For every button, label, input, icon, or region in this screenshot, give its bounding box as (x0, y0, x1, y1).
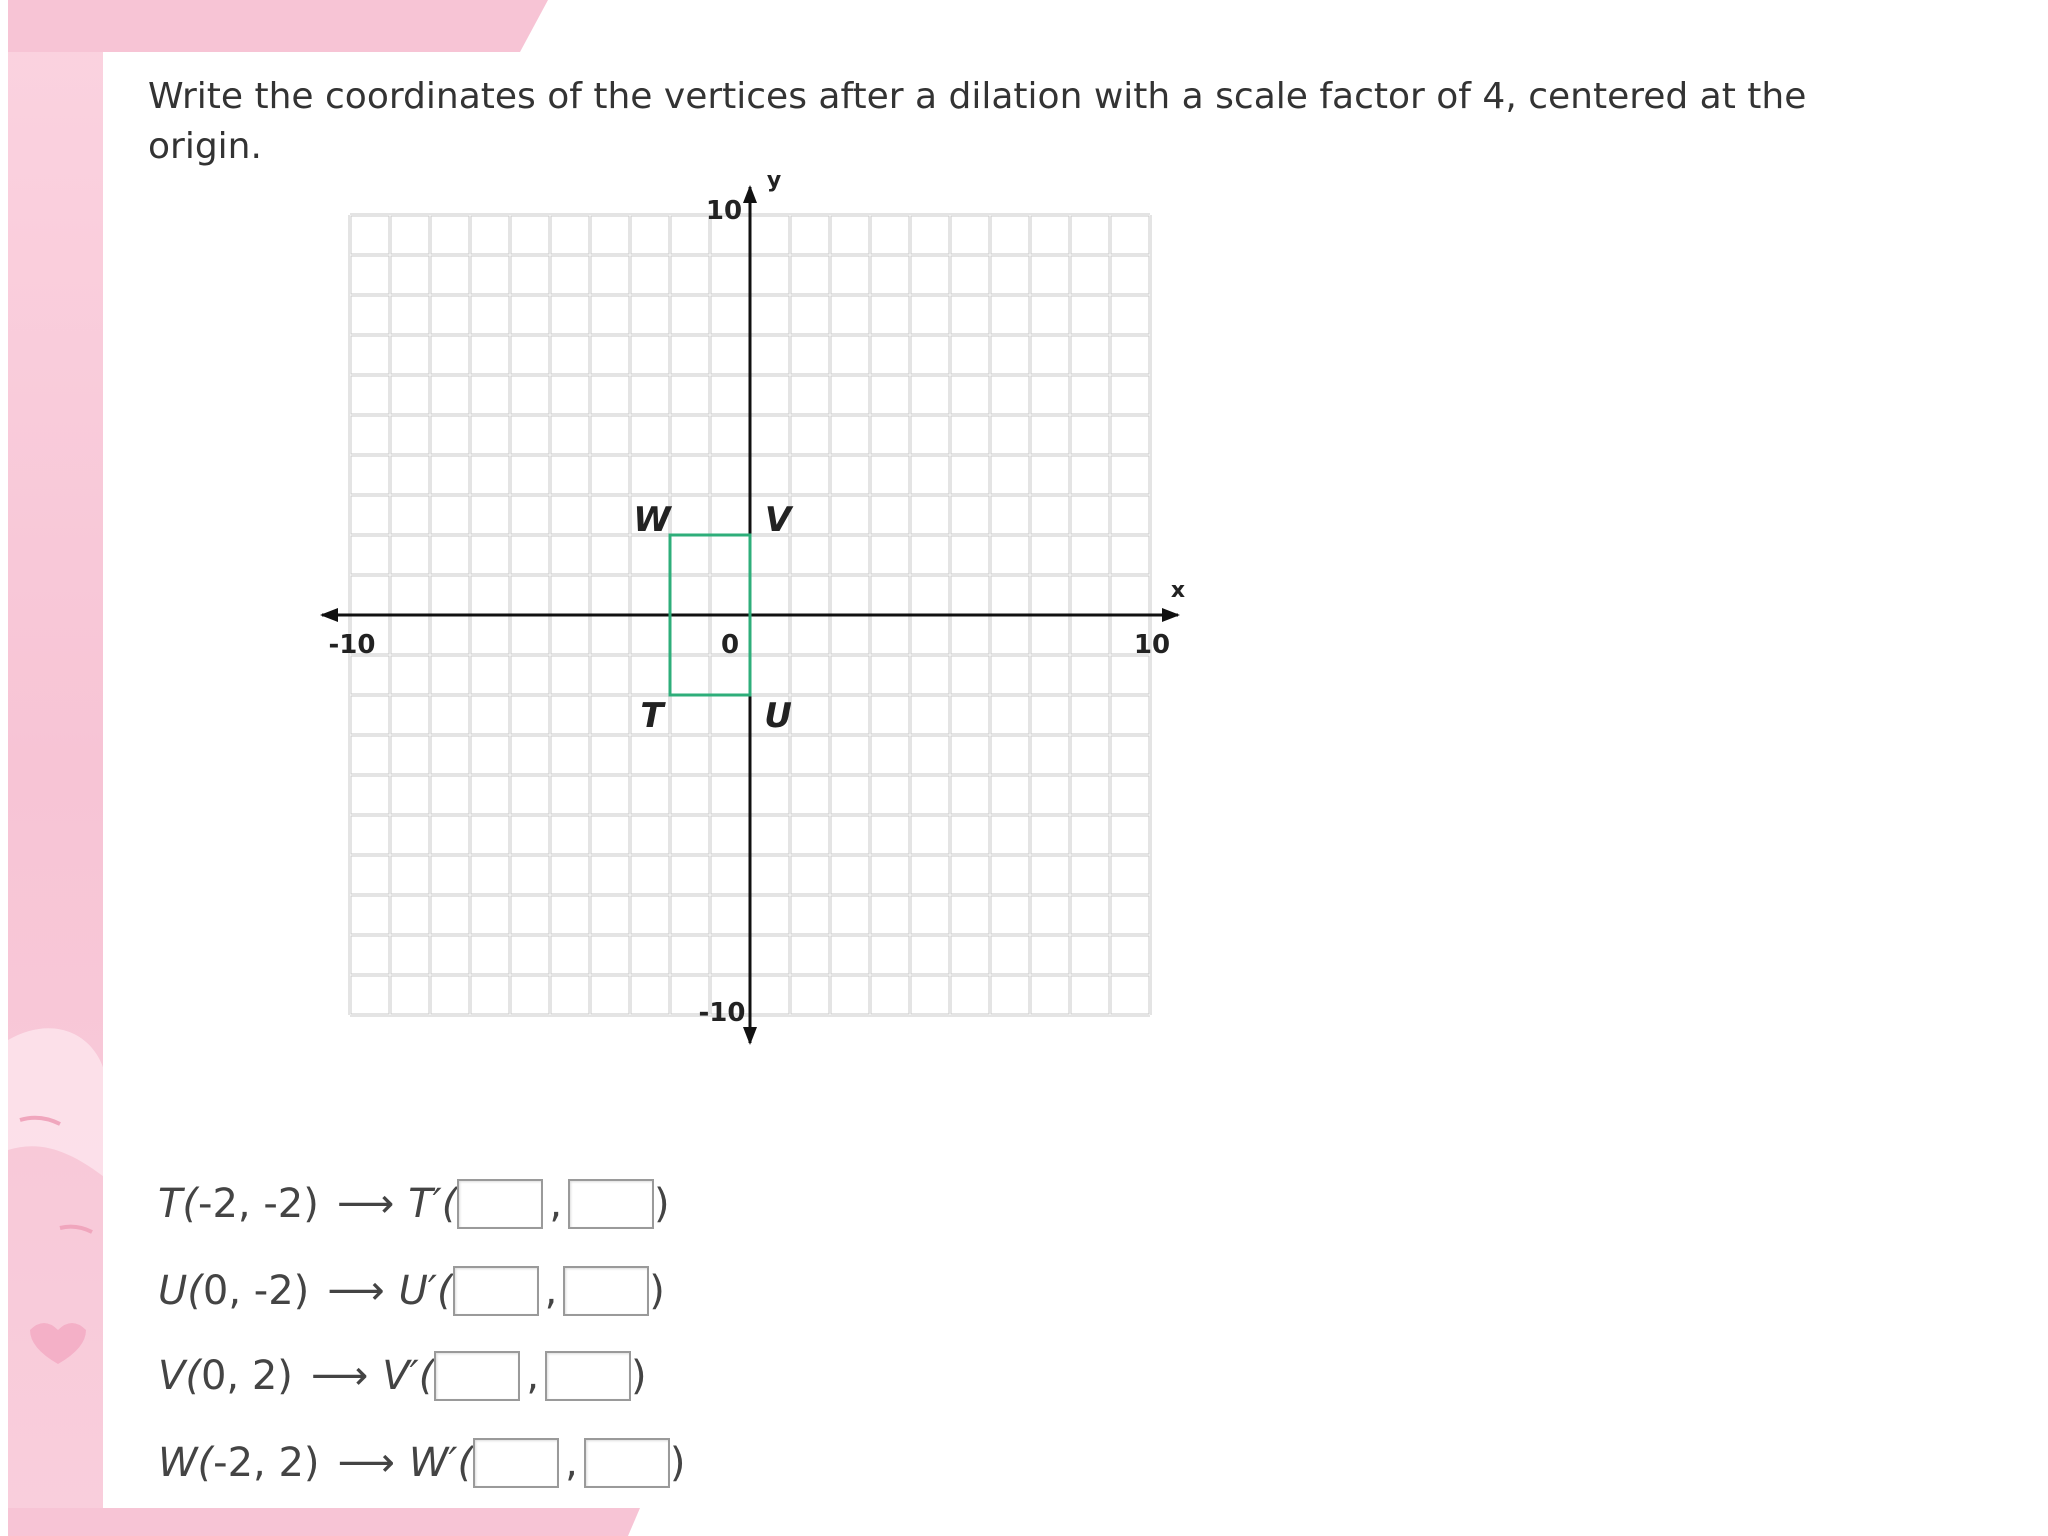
x-coordinate-input[interactable] (453, 1266, 539, 1316)
vertex-label-t: T (640, 696, 664, 736)
image-point-name: V′( (382, 1353, 435, 1399)
x-axis-left-arrow (320, 608, 338, 622)
origin-label: 0 (720, 630, 740, 660)
answer-row (158, 1344, 647, 1408)
original-point (158, 1440, 320, 1486)
original-point (158, 1181, 319, 1227)
original-point-name: T( (158, 1181, 199, 1227)
closing-parenthesis: ) (654, 1181, 670, 1227)
original-point (158, 1353, 293, 1399)
question-prompt: Write the coordinates of the vertices after a dilation with a scale factor of 4, centered at the origin. (148, 76, 1807, 167)
y-axis-up-arrow (743, 185, 757, 203)
vertex-label-w: W (633, 500, 671, 540)
x-axis-label: x (1170, 578, 1186, 603)
y-coordinate-input[interactable] (568, 1179, 654, 1229)
x-coordinate-input[interactable] (473, 1438, 559, 1488)
vertex-label-v: V (764, 500, 792, 540)
comma-separator: , (544, 1268, 558, 1314)
comma-separator: , (526, 1353, 540, 1399)
answer-row (158, 1259, 665, 1323)
image-point-name: U′( (398, 1268, 453, 1314)
image-point-name: T′( (408, 1181, 458, 1227)
x-max-tick-label: 10 (1133, 630, 1171, 660)
y-coordinate-input[interactable] (563, 1266, 649, 1316)
closing-parenthesis: ) (631, 1353, 647, 1399)
answer-row (158, 1431, 685, 1495)
x-axis-right-arrow (1162, 608, 1180, 622)
x-coordinate-input[interactable] (457, 1179, 543, 1229)
y-max-tick-label: 10 (705, 196, 743, 226)
original-point-coordinates: 0, -2) (202, 1268, 310, 1314)
original-point-name: V( (158, 1353, 201, 1399)
comma-separator: , (549, 1181, 563, 1227)
y-axis-label: y (766, 175, 782, 193)
y-axis-down-arrow (743, 1027, 757, 1045)
y-coordinate-input[interactable] (584, 1438, 670, 1488)
coordinate-grid (310, 175, 1190, 1055)
x-min-tick-label: -10 (328, 630, 376, 660)
original-point-coordinates: 0, 2) (200, 1353, 293, 1399)
closing-parenthesis: ) (649, 1268, 665, 1314)
original-point-coordinates: -2, 2) (213, 1440, 320, 1486)
vertex-label-u: U (764, 696, 792, 736)
comma-separator: , (565, 1440, 578, 1486)
maps-to-arrow: ⟶ (327, 1268, 385, 1314)
y-coordinate-input[interactable] (545, 1351, 631, 1401)
maps-to-arrow: ⟶ (336, 1181, 395, 1227)
closing-parenthesis: ) (669, 1440, 686, 1486)
maps-to-arrow: ⟶ (310, 1353, 369, 1399)
original-point-coordinates: -2, -2) (198, 1181, 319, 1227)
original-point (158, 1268, 309, 1314)
original-point-name: U( (158, 1268, 203, 1314)
maps-to-arrow: ⟶ (337, 1440, 395, 1486)
image-point-name: W′( (408, 1440, 474, 1486)
original-point-name: W( (158, 1440, 214, 1486)
answer-row (158, 1172, 670, 1236)
x-coordinate-input[interactable] (434, 1351, 520, 1401)
y-min-tick-label: -10 (698, 998, 746, 1028)
